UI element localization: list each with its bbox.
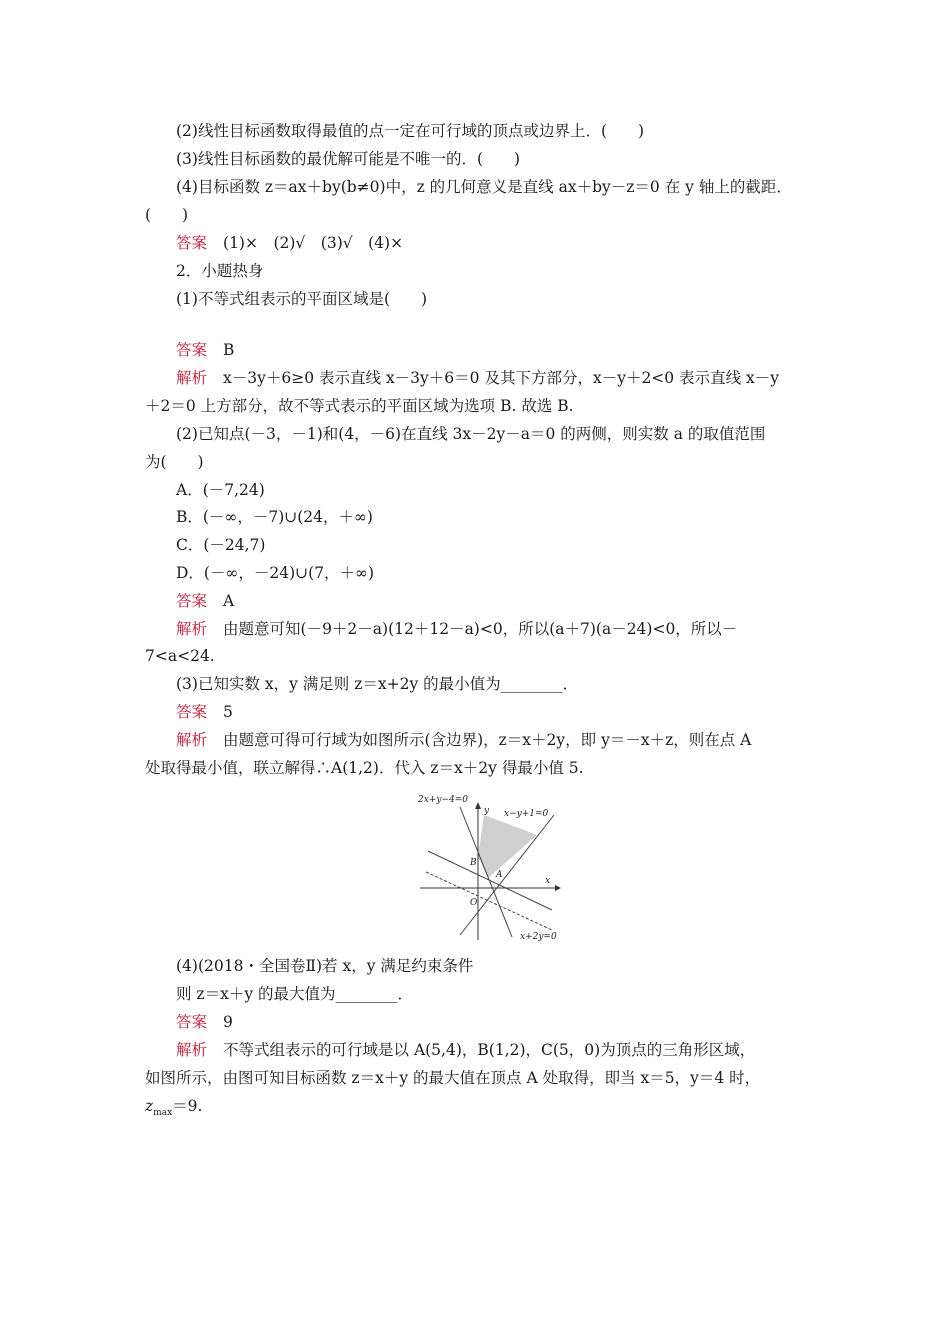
answer-row-1	[176, 233, 816, 253]
z-max-symbol: $z_{max}$	[145, 1097, 173, 1119]
answer-text: 9	[223, 1013, 233, 1031]
option-b: B．(－∞，－7)∪(24，＋∞)	[176, 508, 373, 526]
z-max-value: ＝9.	[172, 1097, 203, 1115]
analysis-row-3	[176, 730, 816, 750]
answer-label: 答案	[176, 341, 208, 359]
section-heading: 2．小题热身	[176, 262, 264, 280]
label-line1: 2x+y−4=0	[418, 795, 468, 805]
analysis-text: 不等式组表示的可行域是以 A(5,4)，B(1,2)，C(5，0)为顶点的三角形区域，	[223, 1041, 756, 1059]
answer-row-3	[176, 591, 816, 611]
problem-2-continuation: 为( )	[145, 453, 204, 471]
analysis-row-2	[176, 619, 816, 639]
feasible-region-figure	[412, 785, 570, 945]
label-y-axis: y	[484, 806, 490, 816]
feasible-region-graph	[412, 785, 570, 945]
question-2-statement: (2)线性目标函数取得最值的点一定在可行域的顶点或边界上．( )	[176, 122, 645, 140]
analysis-label: 解析	[176, 731, 208, 749]
answer-label: 答案	[176, 592, 208, 610]
analysis-text: 由题意可知(－9＋2－a)(12＋12－a)<0，所以(a＋7)(a－24)<0，所以－	[223, 620, 738, 638]
question-3-statement: (3)线性目标函数的最优解可能是不唯一的．( )	[176, 150, 521, 168]
label-line2: x−y+1=0	[504, 809, 549, 819]
option-d: D．(－∞，－24)∪(7，＋∞)	[176, 564, 375, 582]
answer-text: 5	[223, 703, 233, 721]
answer-row-2	[176, 340, 816, 360]
question-4-statement: (4)目标函数 z＝ax＋by(b≠0)中，z 的几何意义是直线 ax＋by－z＝0 在 y 轴上的截距．	[176, 178, 792, 196]
answer-row-4	[176, 702, 816, 722]
analysis-text: 由题意可得可行域为如图所示(含边界)，z＝x＋2y，即 y＝－x＋z，则在点 A	[223, 731, 752, 749]
problem-3-statement: (3)已知实数 x，y 满足则 z＝x+2y 的最小值为________．	[176, 675, 579, 693]
problem-1-statement: (1)不等式组表示的平面区域是( )	[176, 290, 428, 308]
analysis-label: 解析	[176, 1041, 208, 1059]
analysis-final	[145, 1096, 815, 1119]
question-4-bracket: ( )	[145, 206, 189, 224]
answer-label: 答案	[176, 703, 208, 721]
analysis-label: 解析	[176, 369, 208, 387]
problem-4-statement: (4)(2018・全国卷Ⅱ)若 x，y 满足约束条件	[176, 957, 474, 975]
analysis-continuation: 7<a<24.	[145, 647, 215, 665]
analysis-continuation: 处取得最小值，联立解得∴A(1,2)．代入 z＝x＋2y 得最小值 5.	[145, 759, 584, 777]
y-axis-arrow	[475, 802, 481, 809]
analysis-continuation: 如图所示，由图可知目标函数 z＝x＋y 的最大值在顶点 A 处取得，即当 x＝5，y＝4 时，	[145, 1069, 761, 1087]
shaded-region	[478, 815, 537, 878]
problem-4-continuation: 则 z＝x＋y 的最大值为________．	[176, 985, 414, 1003]
x-axis-arrow	[555, 885, 561, 891]
answer-text: (1)× (2)√ (3)√ (4)×	[223, 234, 404, 252]
analysis-row-1	[176, 368, 816, 388]
label-x-axis: x	[545, 876, 551, 886]
problem-2-statement: (2)已知点(－3，－1)和(4，－6)在直线 3x－2y－a＝0 的两侧，则实数 a 的取值范围	[176, 425, 766, 443]
label-line3: x+2y=0	[520, 932, 557, 942]
label-point-a: A	[496, 870, 503, 880]
answer-label: 答案	[176, 1013, 208, 1031]
option-a: A．(－7,24)	[176, 481, 265, 499]
answer-row-5	[176, 1012, 816, 1032]
analysis-text: x－3y＋6≥0 表示直线 x－3y＋6＝0 及其下方部分，x－y＋2<0 表示直线 x－y	[223, 369, 780, 387]
label-origin: O	[470, 898, 478, 908]
answer-text: A	[223, 592, 235, 610]
answer-label: 答案	[176, 234, 208, 252]
answer-text: B	[223, 341, 235, 359]
option-c: C．(－24,7)	[176, 536, 266, 554]
analysis-row-4	[176, 1040, 816, 1060]
analysis-label: 解析	[176, 620, 208, 638]
label-point-b: B	[470, 858, 477, 868]
analysis-continuation: ＋2＝0 上方部分，故不等式表示的平面区域为选项 B. 故选 B.	[145, 397, 574, 415]
